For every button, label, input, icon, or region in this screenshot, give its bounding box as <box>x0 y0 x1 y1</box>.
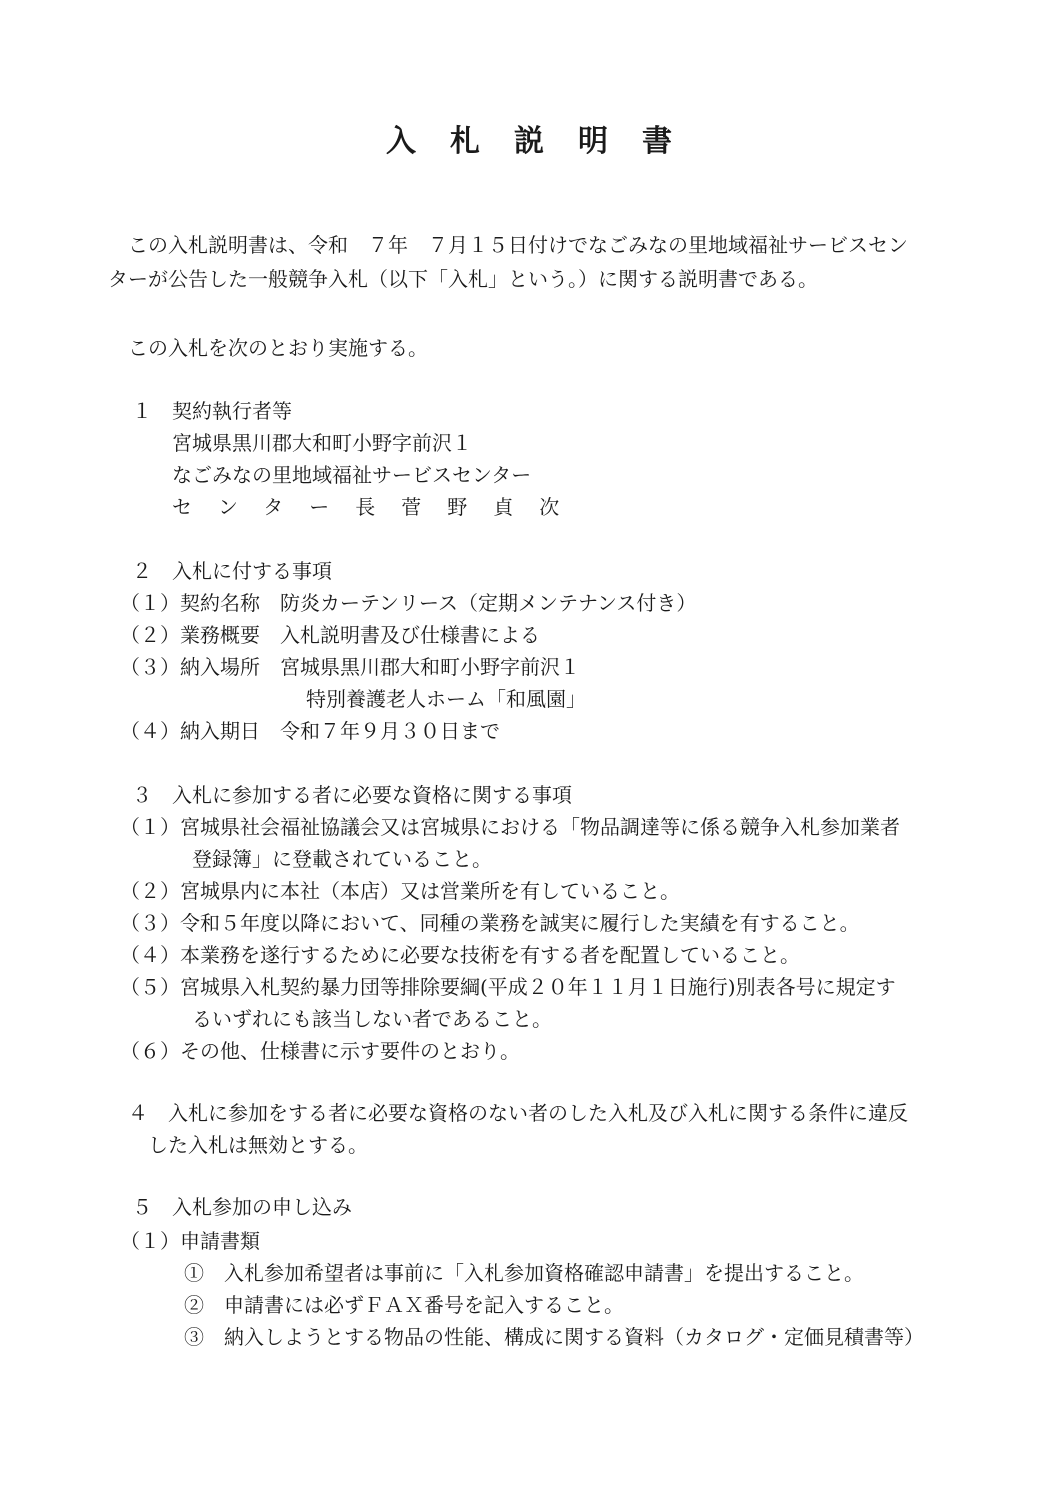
section-5-item-2: ② 申請書には必ずＦＡＸ番号を記入すること。 <box>184 1293 624 1317</box>
section-3-item-6: （６）その他、仕様書に示す要件のとおり。 <box>120 1039 520 1063</box>
section-3-item-4: （４）本業務を遂行するために必要な技術を有する者を配置していること。 <box>120 943 800 967</box>
section-2-item-4: （４）納入期日 令和７年９月３０日まで <box>120 719 500 743</box>
section-1-officer: センター長菅野貞次 <box>172 495 586 519</box>
section-3-item-3: （３）令和５年度以降において、同種の業務を誠実に履行した実績を有すること。 <box>120 911 860 935</box>
section-5-item-3: ③ 納入しようとする物品の性能、構成に関する資料（カタログ・定価見積書等） <box>184 1325 924 1349</box>
section-3-item-5: （５）宮城県入札契約暴力団等排除要綱(平成２０年１１月１日施行)別表各号に規定す <box>120 975 896 999</box>
section-2-item-2: （２）業務概要 入札説明書及び仕様書による <box>120 623 540 647</box>
section-2-item-3-continued: 特別養護老人ホーム「和風園」 <box>306 687 586 711</box>
section-2-heading: ２ 入札に付する事項 <box>132 559 332 583</box>
section-1-heading: １ 契約執行者等 <box>132 399 292 423</box>
intro-line-3: この入札を次のとおり実施する。 <box>128 336 428 360</box>
section-2-item-3: （３）納入場所 宮城県黒川郡大和町小野字前沢１ <box>120 655 580 679</box>
section-2-item-1: （１）契約名称 防炎カーテンリース（定期メンテナンス付き） <box>120 591 697 615</box>
section-3-item-1: （１）宮城県社会福祉協議会又は宮城県における「物品調達等に係る競争入札参加業者 <box>120 815 900 839</box>
section-1-org: なごみなの里地域福祉サービスセンター <box>172 463 532 487</box>
section-3-heading: ３ 入札に参加する者に必要な資格に関する事項 <box>132 783 572 807</box>
document-title: 入札説明書 <box>386 124 706 159</box>
intro-line-1: この入札説明書は、令和 ７年 ７月１５日付けでなごみなの里地域福祉サービスセン <box>128 233 908 257</box>
section-5-item-1: ① 入札参加希望者は事前に「入札参加資格確認申請書」を提出すること。 <box>184 1261 864 1285</box>
section-3-item-5-continued: るいずれにも該当しない者であること。 <box>192 1007 552 1031</box>
intro-line-2: ターが公告した一般競争入札（以下「入札」という。）に関する説明書である。 <box>108 267 818 291</box>
section-4-line-2: した入札は無効とする。 <box>148 1133 368 1157</box>
section-5-heading: ５ 入札参加の申し込み <box>132 1195 352 1219</box>
section-5-subheading: （１）申請書類 <box>120 1229 260 1253</box>
section-3-item-2: （２）宮城県内に本社（本店）又は営業所を有していること。 <box>120 879 680 903</box>
section-1-address: 宮城県黒川郡大和町小野字前沢１ <box>172 431 472 455</box>
section-4-line-1: ４ 入札に参加をする者に必要な資格のない者のした入札及び入札に関する条件に違反 <box>128 1101 908 1125</box>
section-3-item-1-continued: 登録簿」に登載されていること。 <box>192 847 492 871</box>
